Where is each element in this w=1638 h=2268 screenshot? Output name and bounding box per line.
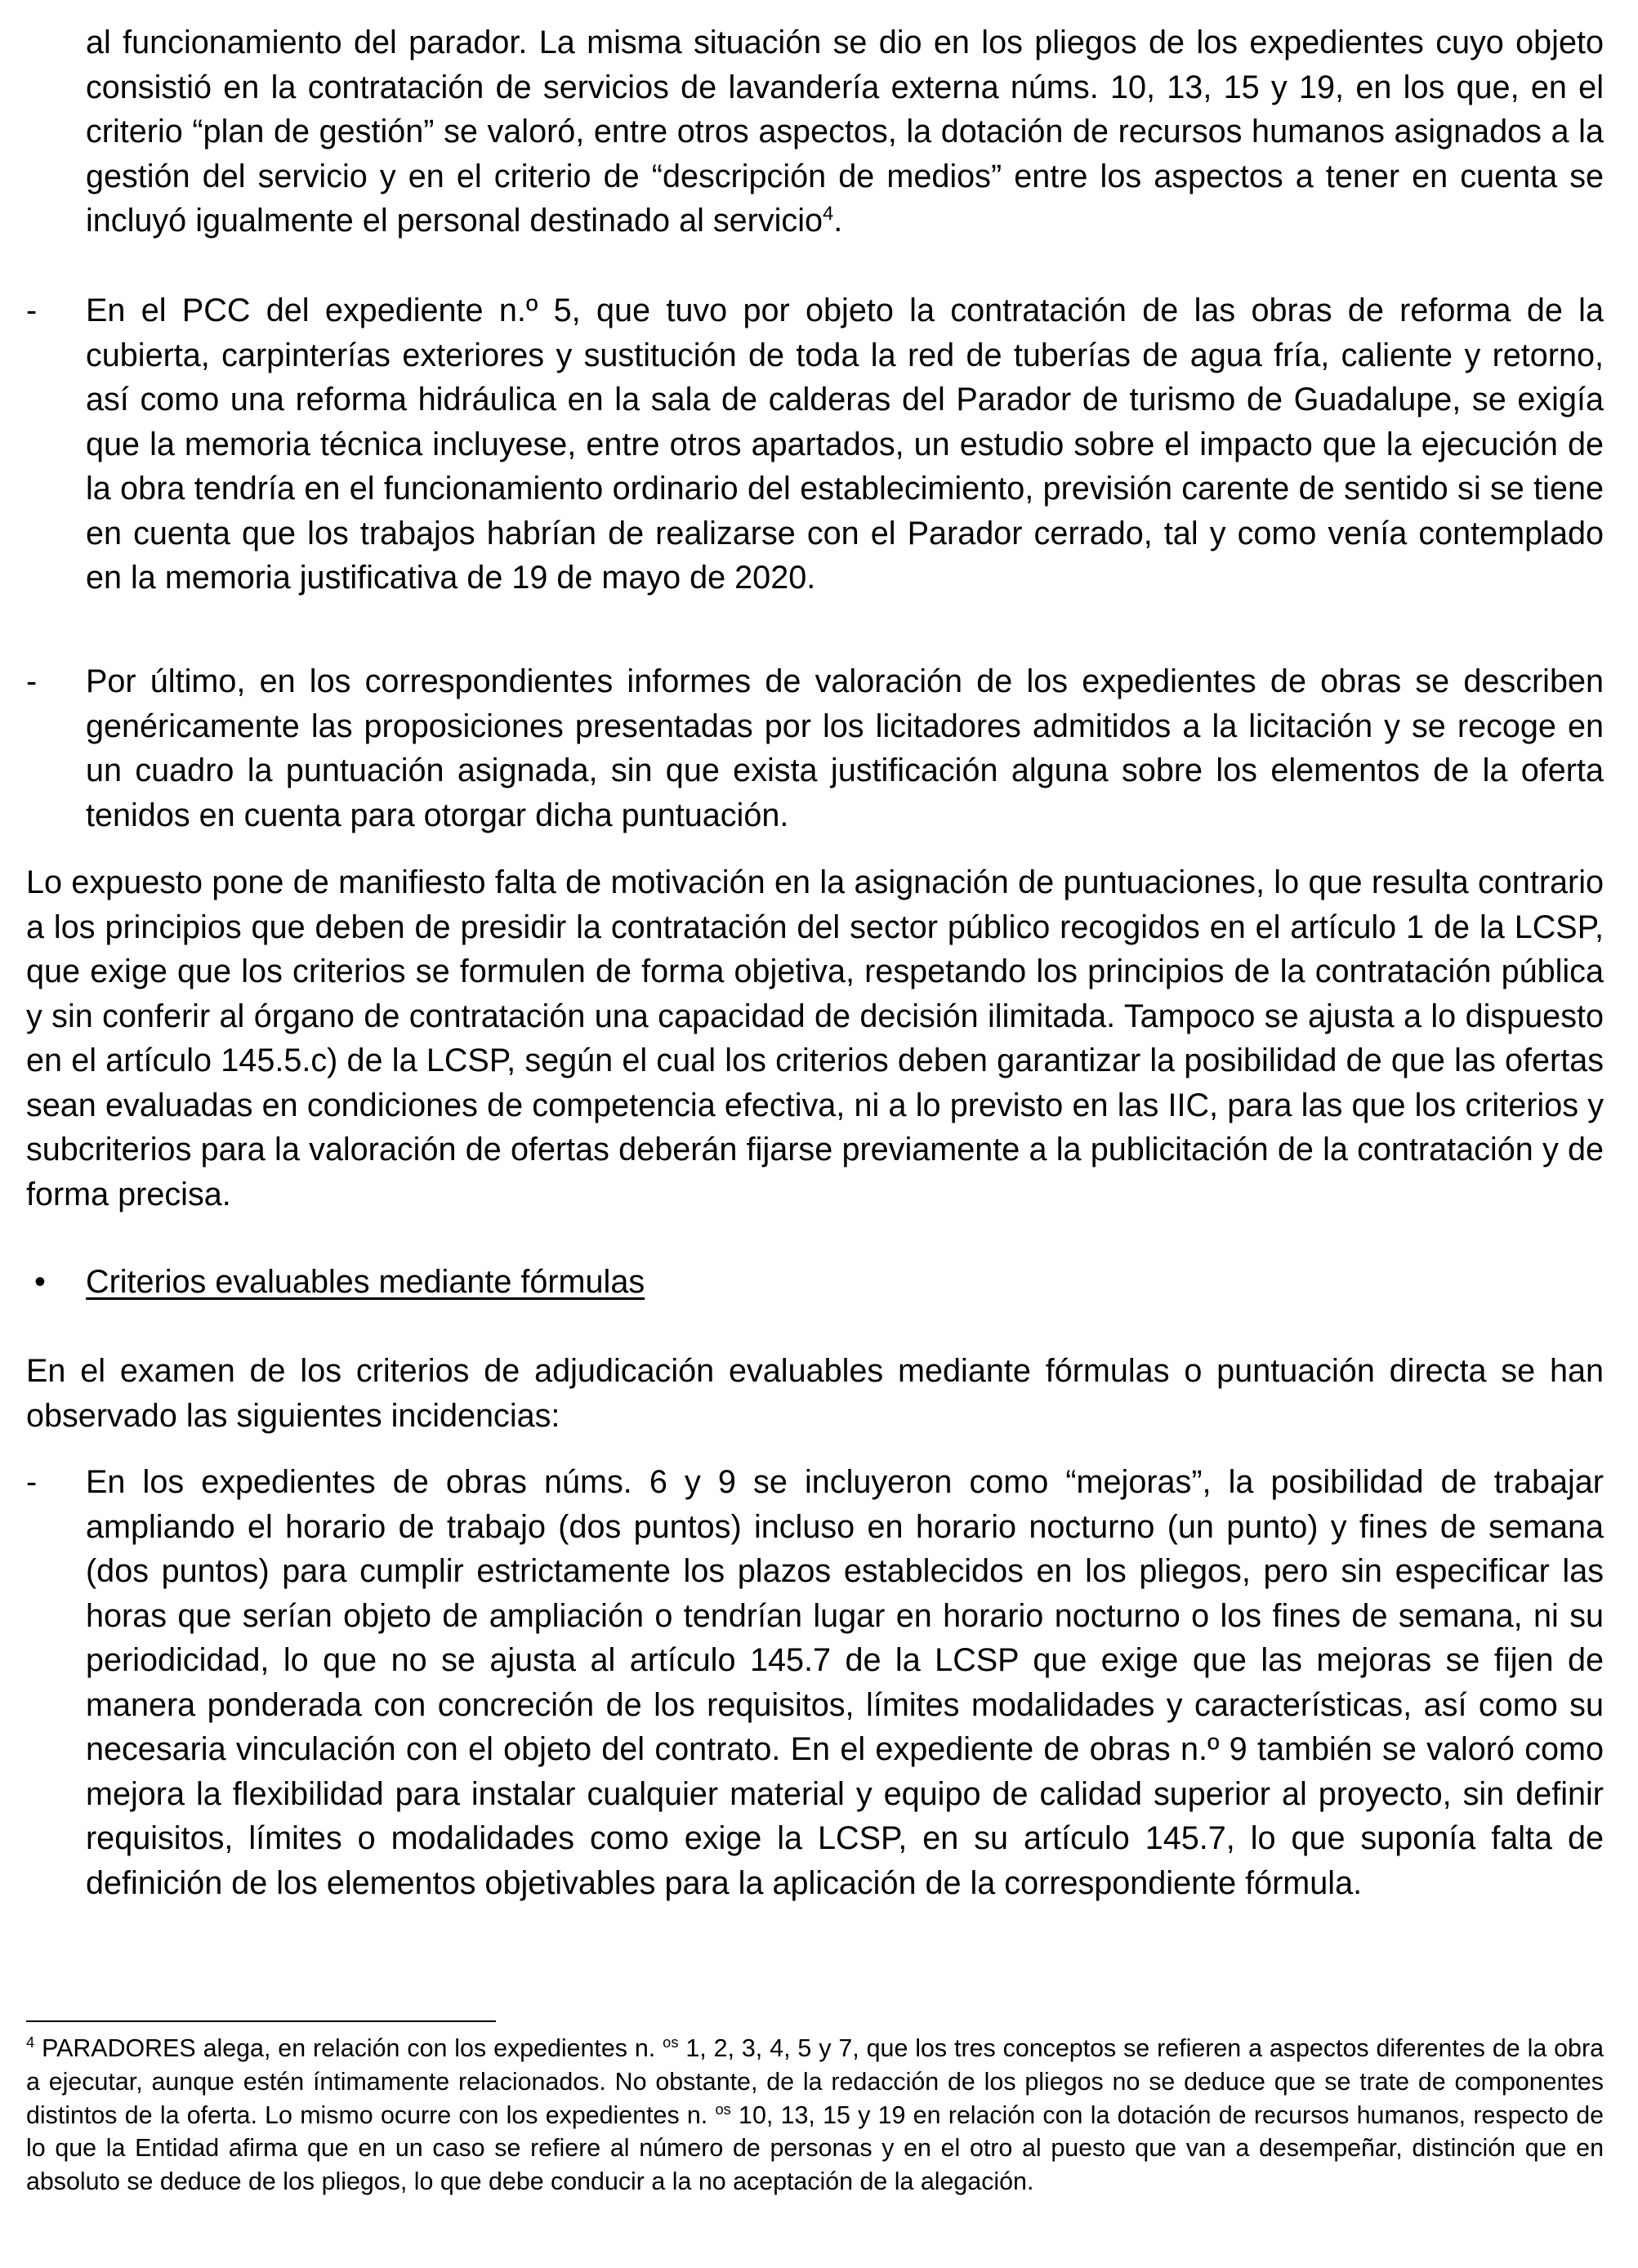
footnote-part-2: 1, 2, 3, 4, 5 y 7, que los tres conceptos se refieren a aspectos diferentes de la obra a ejecutar, aunque estén íntimamente relacionados. No obstante, de la redacción de los pliegos no se deduce que se trate de componentes distintos de la oferta. Lo mismo ocurre con los expedientes n. bbox=[26, 2034, 1604, 2129]
footnote-text bbox=[26, 2032, 1604, 2199]
continuation-text bbox=[86, 20, 1604, 243]
bullet-dot: • bbox=[34, 1264, 46, 1300]
footnote-reference[interactable]: 4 bbox=[823, 202, 834, 225]
continuation-end: . bbox=[833, 203, 843, 239]
section-heading-label: Criterios evaluables mediante fórmulas bbox=[86, 1264, 645, 1300]
dash-marker: - bbox=[26, 663, 38, 699]
dash-marker: - bbox=[26, 292, 38, 328]
dash-marker: - bbox=[26, 1464, 38, 1500]
footnote-superscript: os bbox=[663, 2033, 679, 2051]
paragraph-text: Lo expuesto pone de manifiesto falta de motivación en la asignación de puntuaciones, lo que resulta contrario a los principios que deben de presidir la contratación del sector público recogidos en el artículo 1 de la LCSP, que exige que los criterios se formulen de forma objetiva, respetando los principios de la contratación pública y sin conferir al órgano de contratación una capacidad de decisión ilimitada. Tampoco se ajusta a lo dispuesto en el artículo 145.5.c) de la LCSP, según el cual los criterios deben garantizar la posibilidad de que las ofertas sean evaluadas en condiciones de competencia efectiva, ni a lo previsto en las IIC, para las que los criterios y subcriterios para la valoración de ofertas deberán fijarse previamente a la publicitación de la contratación y de forma precisa. bbox=[26, 864, 1604, 1212]
footnote-part-3: 10, 13, 15 y 19 en relación con la dotación de recursos humanos, respecto de lo que la Entidad afirma que en un caso se refiere al número de personas y en el otro al puesto que van a desempeñar, distinción que en absoluto se deduce de los pliegos, lo que debe conducir a la no aceptación de la alegación. bbox=[26, 2101, 1604, 2196]
footnote-separator bbox=[26, 2020, 496, 2022]
body-paragraph bbox=[26, 1349, 1604, 1438]
continuation-paragraph bbox=[86, 20, 1604, 243]
section-heading bbox=[26, 1260, 1604, 1309]
footnote bbox=[26, 2032, 1604, 2199]
footnote-number: 4 bbox=[26, 2033, 35, 2051]
list-item-text: En el PCC del expediente n.º 5, que tuvo por objeto la contratación de las obras de reforma de la cubierta, carpinterías exteriores y sustitución de toda la red de tuberías de agua fría, caliente y retorno, así como una reforma hidráulica en la sala de calderas del Parador de turismo de Guadalupe, se exigía que la memoria técnica incluyese, entre otros apartados, un estudio sobre el impacto que la ejecución de la obra tendría en el funcionamiento ordinario del establecimiento, previsión carente de sentido si se tiene en cuenta que los trabajos habrían de realizarse con el Parador cerrado, tal y como venía contemplado en la memoria justificativa de 19 de mayo de 2020. bbox=[86, 292, 1604, 596]
footnote-superscript: os bbox=[715, 2100, 731, 2118]
list-item-text: En los expedientes de obras núms. 6 y 9 se incluyeron como “mejoras”, la posibilidad de trabajar ampliando el horario de trabajo (dos puntos) incluso en horario nocturno (un punto) y fines de semana (dos puntos) para cumplir estrictamente los plazos establecidos en los pliegos, pero sin especificar las horas que serían objeto de ampliación o tendrían lugar en horario nocturno o los fines de semana, ni su periodicidad, lo que no se ajusta al artículo 145.7 de la LCSP que exige que las mejoras se fijen de manera ponderada con concreción de los requisitos, límites modalidades y características, así como su necesaria vinculación con el objeto del contrato. En el expediente de obras n.º 9 también se valoró como mejora la flexibilidad para instalar cualquier material y equipo de calidad superior al proyecto, sin definir requisitos, límites o modalidades como exige la LCSP, en su artículo 145.7, lo que suponía falta de definición de los elementos objetivables para la aplicación de la correspondiente fórmula. bbox=[86, 1464, 1604, 1901]
list-item-text: Por último, en los correspondientes informes de valoración de los expedientes de obras se describen genéricamente las proposiciones presentadas por los licitadores admitidos a la licitación y se recoge en un cuadro la puntuación asignada, sin que exista justificación alguna sobre los elementos de la oferta tenidos en cuenta para otorgar dicha puntuación. bbox=[86, 663, 1604, 833]
continuation-body: al funcionamiento del parador. La misma situación se dio en los pliegos de los expedientes cuyo objeto consistió en la contratación de servicios de lavandería externa núms. 10, 13, 15 y 19, en los que, en el criterio “plan de gestión” se valoró, entre otros aspectos, la dotación de recursos humanos asignados a la gestión del servicio y en el criterio de “descripción de medios” entre los aspectos a tener en cuenta se incluyó igualmente el personal destinado al servicio bbox=[86, 25, 1604, 239]
paragraph-text: En el examen de los criterios de adjudicación evaluables mediante fórmulas o puntuación directa se han observado las siguientes incidencias: bbox=[26, 1353, 1604, 1434]
footnote-part-1: PARADORES alega, en relación con los expedientes n. bbox=[34, 2034, 663, 2062]
body-paragraph bbox=[26, 860, 1604, 1217]
